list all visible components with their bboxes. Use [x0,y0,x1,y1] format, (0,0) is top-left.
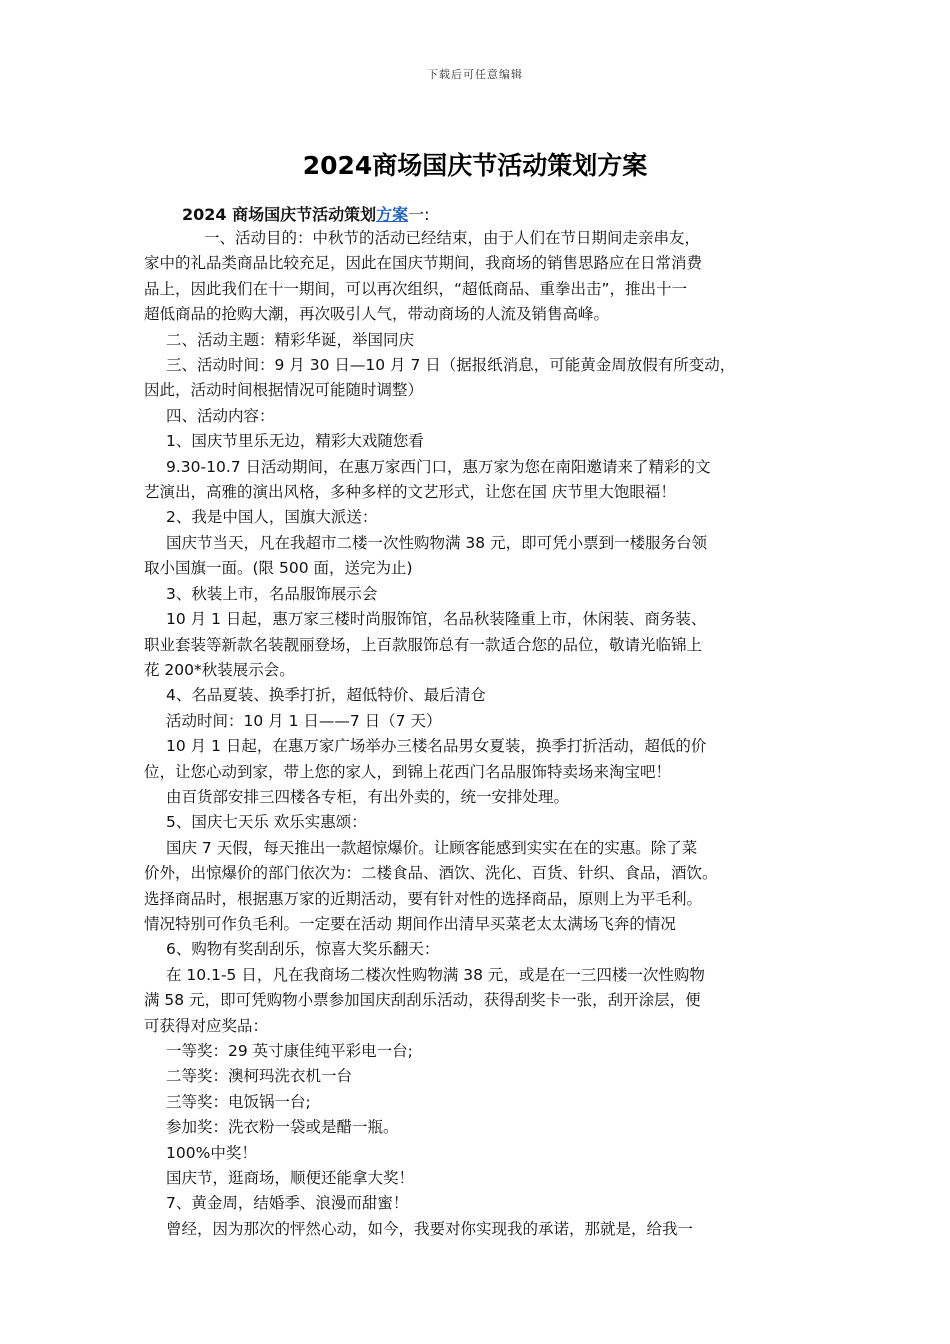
section-subtitle [182,202,430,225]
body-line: 一、活动目的：中秋节的活动已经结束，由于人们在节日期间走亲串友， [204,229,701,247]
body-line: 9.30-10.7 日活动期间，在惠万家西门口，惠万家为您在南阳邀请来了精彩的文 [166,457,711,476]
body-line: 2、我是中国人，国旗大派送： [166,508,378,527]
body-line: 曾经，因为那次的怦然心动，如今，我要对你实现我的承诺，那就是，给我一 [166,1219,694,1238]
body-line: 取小国旗一面。(限 500 面，送完为止) [144,559,413,578]
body-line: 3、秋装上市，名品服饰展示会 [166,584,378,603]
body-line: 三等奖：电饭锅一台; [166,1092,311,1111]
body-line: 国庆 7 天假，每天推出一款超惊爆价。让顾客能感到实实在在的实惠。除了菜 [166,838,698,857]
body-line: 10 月 1 日起，在惠万家广场举办三楼名品男女夏装，换季打折活动，超低的价 [166,737,707,756]
body-line: 可获得对应奖品： [144,1016,269,1035]
subtitle-suffix: 一: [408,205,430,224]
subtitle-link[interactable]: 方案 [376,205,409,224]
body-line: 三、活动时间：9 月 30 日—10 月 7 日（据报纸消息，可能黄金周放假有所变动， [166,356,736,375]
body-line: 选择商品时，根据惠万家的近期活动，要有针对性的选择商品，原则上为平毛利。 [144,889,703,908]
body-line: 活动时间：10 月 1 日——7 日（7 天） [166,711,442,730]
body-line: 花 200*秋装展示会。 [144,660,295,679]
body-line: 情况特别可作负毛利。一定要在活动 期间作出清早买菜老太太满场飞奔的情况 [144,914,676,933]
body-line: 1、国庆节里乐无边，精彩大戏随您看 [166,432,424,451]
body-line: 艺演出，高雅的演出风格，多种多样的文艺形式，让您在国 庆节里大饱眼福！ [144,483,676,502]
body-line: 7、黄金周，结婚季、浪漫而甜蜜！ [166,1194,409,1213]
body-line: 参加奖：洗衣粉一袋或是醋一瓶。 [166,1118,399,1137]
body-line: 6、购物有奖刮刮乐，惊喜大奖乐翻天： [166,940,440,959]
body-line: 国庆节当天，凡在我超市二楼一次性购物满 38 元，即可凭小票到一楼服务台领 [166,533,708,552]
body-line: 在 10.1-5 日，凡在我商场二楼次性购物满 38 元，或是在一三四楼一次性购物 [166,965,705,984]
body-line: 一等奖：29 英寸康佳纯平彩电一台; [166,1042,413,1060]
body-line: 二、活动主题：精彩华诞，举国同庆 [166,330,415,349]
page-header-note: 下载后可任意编辑 [427,68,523,81]
document-body [144,226,824,1242]
body-line: 由百货部安排三四楼各专柜，有出外卖的，统一安排处理。 [166,787,570,806]
body-line: 100%中奖！ [166,1143,257,1162]
body-line: 四、活动内容： [166,406,275,425]
body-line: 超低商品的抢购大潮，再次吸引人气，带动商场的人流及销售高峰。 [144,305,610,324]
body-line: 因此，活动时间根据情况可能随时调整） [144,381,424,400]
body-line: 4、名品夏装、换季打折，超低特价、最后清仓 [166,686,486,705]
body-line: 10 月 1 日起，惠万家三楼时尚服饰馆，名品秋装隆重上市，休闲装、商务装、 [166,610,707,629]
body-line: 满 58 元，即可凭购物小票参加国庆刮刮乐活动，获得刮奖卡一张，刮开涂层，便 [144,991,701,1010]
body-line: 家中的礼品类商品比较充足，因此在国庆节期间，我商场的销售思路应在日常消费 [144,254,703,273]
document-title: 2024商场国庆节活动策划方案 [302,151,648,180]
body-line: 二等奖：澳柯玛洗衣机一台 [166,1067,353,1086]
body-line: 国庆节，逛商场，顺便还能拿大奖！ [166,1169,415,1188]
body-line: 价外，出惊爆价的部门依次为：二楼食品、酒饮、洗化、百货、针织、食品，酒饮。 [144,864,718,883]
subtitle-prefix: 2024 商场国庆节活动策划 [182,205,377,224]
body-line: 品上，因此我们在十一期间，可以再次组织，“超低商品、重拳出击”，推出十一 [144,279,688,298]
body-line: 职业套装等新款名装靓丽登场，上百款服饰总有一款适合您的品位，敬请光临锦上 [144,635,703,654]
body-line: 位，让您心动到家，带上您的家人，到锦上花西门名品服饰特卖场来淘宝吧！ [144,762,672,781]
body-line: 5、国庆七天乐 欢乐实惠颂： [166,813,367,832]
